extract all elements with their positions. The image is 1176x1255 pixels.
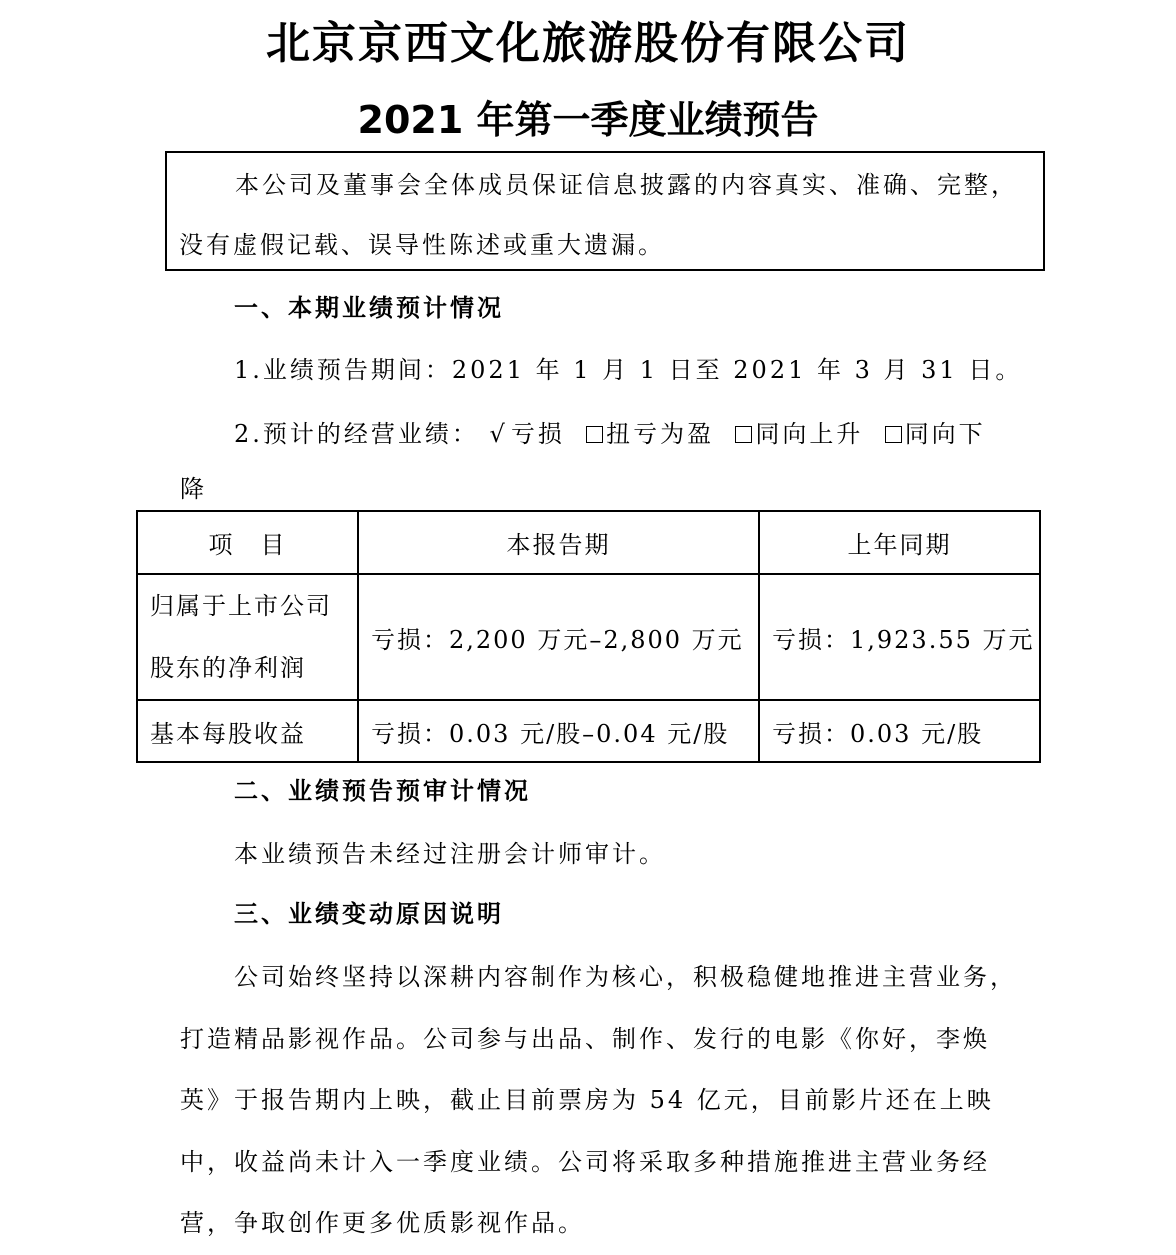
checkmark-icon: √: [489, 420, 508, 448]
disclosure-notice-box: [165, 151, 1045, 271]
checkbox-empty-icon: [586, 426, 603, 443]
option-increase: 同向上升: [725, 420, 864, 448]
header-prior-period: 上年同期: [759, 511, 1040, 574]
forecast-period: 1.业绩预告期间：2021 年 1 月 1 日至 2021 年 3 月 31 日。: [234, 356, 1023, 384]
paragraph-line: 中，收益尚未计入一季度业绩。公司将采取多种措施推进主营业务经: [180, 1148, 990, 1176]
table-header-row: [137, 511, 1040, 574]
option-decrease: 同向下: [874, 420, 986, 448]
checkbox-empty-icon: [885, 426, 902, 443]
row-label: 归属于上市公司 股东的净利润: [137, 574, 358, 700]
paragraph-line: 打造精品影视作品。公司参与出品、制作、发行的电影《你好，李焕: [180, 1025, 990, 1053]
row-label: 基本每股收益: [137, 700, 358, 762]
table-row: [137, 700, 1040, 762]
table-row: [137, 574, 1040, 700]
current-period-value: 亏损：0.03 元/股–0.04 元/股: [358, 700, 759, 762]
forecast-type-line: [234, 418, 986, 450]
notice-line-1: 本公司及董事会全体成员保证信息披露的内容真实、准确、完整，: [235, 171, 1018, 199]
option-turnaround: 扭亏为盈: [575, 420, 714, 448]
prior-period-value: 亏损：0.03 元/股: [759, 700, 1040, 762]
prior-period-value: 亏损：1,923.55 万元: [759, 574, 1040, 700]
paragraph-line: 营，争取创作更多优质影视作品。: [180, 1209, 585, 1237]
section-1-heading: 一、本期业绩预计情况: [234, 294, 504, 322]
company-name: 北京京西文化旅游股份有限公司: [266, 18, 910, 69]
header-item: 项 目: [137, 511, 358, 574]
checkbox-empty-icon: [735, 426, 752, 443]
option-loss: √ 亏损: [489, 420, 565, 448]
current-period-value: 亏损：2,200 万元–2,800 万元: [358, 574, 759, 700]
header-current-period: 本报告期: [358, 511, 759, 574]
section-2-heading: 二、业绩预告预审计情况: [234, 777, 531, 805]
section-3-heading: 三、业绩变动原因说明: [234, 900, 504, 928]
forecast-type-label: 2.预计的经营业绩：: [234, 420, 479, 448]
paragraph-line: 公司始终坚持以深耕内容制作为核心，积极稳健地推进主营业务，: [234, 963, 1017, 991]
forecast-type-wrap: 降: [180, 475, 207, 503]
audit-statement: 本业绩预告未经过注册会计师审计。: [234, 840, 666, 868]
paragraph-line: 英》于报告期内上映，截止目前票房为 54 亿元，目前影片还在上映: [180, 1086, 994, 1114]
notice-line-2: 没有虚假记载、误导性陈述或重大遗漏。: [179, 231, 665, 259]
forecast-table: [136, 510, 1041, 763]
document-title: 2021 年第一季度业绩预告: [357, 98, 819, 142]
